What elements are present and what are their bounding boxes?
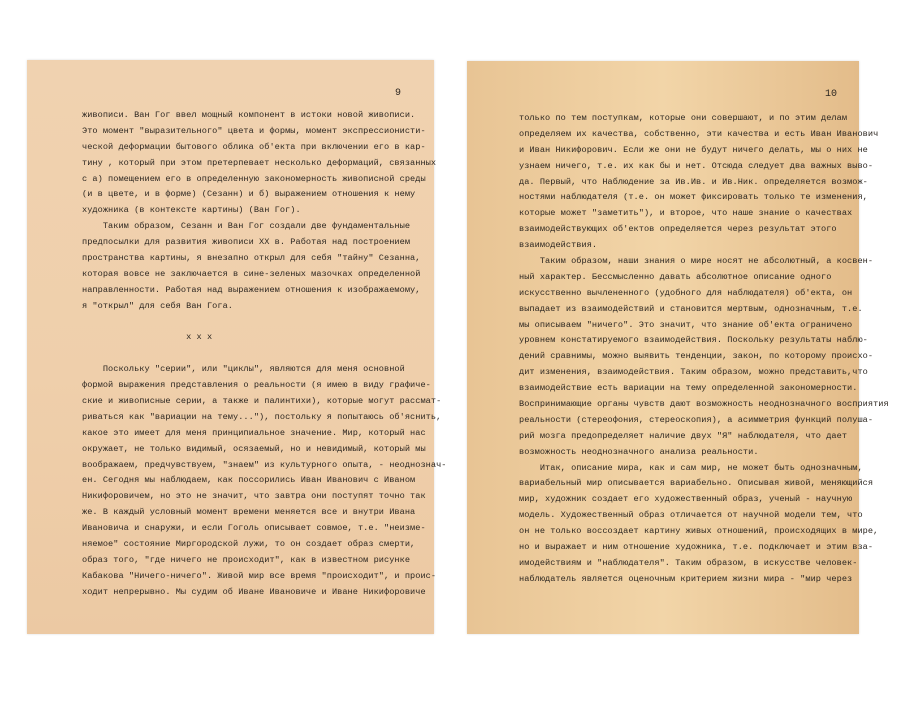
text-line: которая вовсе не заключается в сине-зеленых мазочках определенной [82, 268, 421, 279]
text-line: риваться как "вариации на тему..."), постольку я попытаюсь об'яснить, [82, 411, 442, 422]
page-number: 9 [395, 88, 402, 99]
text-line: Поскольку "серии", или "циклы", являются для меня основной [82, 364, 405, 375]
text-line [82, 346, 447, 362]
page-body-text [519, 111, 889, 588]
text-line: воображаем, предчувствуем, "знаем" из культурного опыта, - неоднознач- [82, 459, 447, 470]
page-body-text [82, 108, 447, 601]
text-line: образ того, "где ничего не происходит", как в известном рисунке [82, 554, 411, 565]
page-number: 10 [825, 89, 838, 100]
text-line: взаимодействие есть вариации на тему определенной закономерности. [519, 383, 858, 394]
text-line: модель. Художественный образ отличается от научной модели тем, что [519, 510, 863, 521]
text-line: Это момент "выразительного" цвета и формы, момент экспрессионисти- [82, 125, 426, 136]
text-line: какое это имеет для меня принципиальное значение. Мир, который нас [82, 427, 426, 438]
text-line [82, 315, 447, 331]
text-line: реальности (стереофония, стереоскопия), а асимметрия функций полуша- [519, 414, 874, 425]
text-line: дит изменения, взаимодействия. Таким образом, можно представить,что [519, 367, 868, 378]
text-line: ские и живописные серии, а также и палинтихи), которые могут рассмат- [82, 396, 442, 407]
text-line: но и выражает и ним отношение художника, т.е. подключает и этим вза- [519, 542, 874, 553]
text-line: возможность неоднозначного анализа реальности. [519, 446, 759, 457]
text-line: вариабельный мир описывается вариабельно. Описывая живой, меняющийся [519, 478, 874, 489]
text-line: направленности. Работая над выражением отношения к изображаемому, [82, 284, 421, 295]
text-line: я "открыл" для себя Ван Гога. [82, 300, 234, 311]
text-line: взаимодействующих об'ектов определяется через результат этого [519, 224, 837, 235]
text-line: няемое" состояние Миргородской лужи, то он создает образ смерти, [82, 539, 416, 550]
text-line: уровнем констатируемого взаимодействия. Поскольку результаты наблю- [519, 335, 868, 346]
left-document-page [27, 60, 447, 634]
text-line: Никифоровичем, но это не значит, что завтра они поступят точно так [82, 491, 426, 502]
text-line: ен. Сегодня мы наблюдаем, как поссорились Иван Иванович с Иваном [82, 475, 416, 486]
text-line: Ивановича и снаружи, и если Гоголь описывает совмое, т.е. "неизме- [82, 523, 426, 534]
text-line: ностями наблюдателя (т.е. он может фиксировать только те изменения, [519, 192, 868, 203]
text-line: Кабакова "Ничего-ничего". Живой мир все время "происходит", и проис- [82, 570, 437, 581]
text-line: (и в цвете, и в форме) (Сезанн) и б) выражением отношения к нему [82, 189, 416, 200]
text-line: ный характер. Бессмысленно давать абсолютное описание одного [519, 271, 832, 282]
text-line: Таким образом, Сезанн и Ван Гог создали две фундаментальные [82, 221, 411, 232]
text-line: дений сравнимы, можно выявить тенденции, закон, по которому происхо- [519, 351, 874, 362]
text-line: да. Первый, что Наблюдение за Ив.Ив. и Ив.Ник. определяется возмож- [519, 176, 868, 187]
text-line: и Иван Никифорович. Если же они не будут ничего делать, мы о них не [519, 144, 868, 155]
text-line: с а) помещением его в определенную закономерность живописной среды [82, 173, 426, 184]
text-line: он не только воссоздает картину живых отношений, происходящих в мире, [519, 526, 879, 537]
section-divider: x x x [82, 332, 213, 343]
text-line: пространства картины, я внезапно открыл для себя "тайну" Сезанна, [82, 253, 421, 264]
text-line: Воспринимающие органы чувств дают возможность неоднозначного восприятия [519, 399, 889, 410]
text-line: взаимодействия. [519, 240, 598, 251]
text-line: Таким образом, наши знания о мире носят не абсолютный, а косвен- [519, 256, 874, 267]
text-line: только по тем поступкам, которые они совершают, и по этим делам [519, 113, 848, 123]
text-line: тину , который при этом претерпевает несколько деформаций, связанных [82, 157, 437, 168]
text-line: окружает, не только видимый, осязаемый, но и невидимый, который мы [82, 443, 426, 454]
text-line: наблюдатель является оценочным критерием жизни мира - "мир через [519, 573, 853, 584]
text-line: живописи. Ван Гог ввел мощный компонент в истоки новой живописи. [82, 110, 416, 120]
right-document-page [467, 61, 889, 634]
text-line: мы описываем "ничего". Это значит, что знание об'екта ограничено [519, 319, 853, 330]
text-line: же. В каждый условный момент времени меняется все и внутри Ивана [82, 507, 416, 518]
text-line: предпосылки для развития живописи XX в. Работая над построением [82, 237, 411, 248]
text-line: узнаем ничего, т.е. их как бы и нет. Отсюда следует два важных выво- [519, 160, 874, 171]
text-line: которые может "заметить"), и второе, что наше знание о качествах [519, 208, 853, 219]
text-line: ходит непрерывно. Мы судим об Иване Ивановиче и Иване Никифоровиче [82, 586, 426, 597]
text-line: ческой деформации бытового облика об'екта при включении его в кар- [82, 141, 426, 152]
text-line: искусственно вычлененного (удобного для наблюдателя) об'екта, он [519, 287, 853, 298]
text-line: имодействиям и "наблюдателя". Таким образом, в искусстве человек- [519, 557, 858, 568]
text-line: рий мозга предопределяет наличие двух "Я" наблюдателя, что дает [519, 430, 848, 441]
text-line: формой выражения представления о реальности (я имею в виду графиче- [82, 380, 431, 391]
text-line: определяем их качества, собственно, эти качества и есть Иван Иванович [519, 128, 879, 139]
text-line: Итак, описание мира, как и сам мир, не может быть однозначным, [519, 462, 863, 473]
text-line: мир, художник создает его художественный образ, ученый - научную [519, 494, 853, 505]
text-line: выпадает из взаимодействий и становится мертвым, однозначным, т.е. [519, 303, 863, 314]
text-line: художника (в контексте картины) (Ван Гог). [82, 205, 301, 216]
